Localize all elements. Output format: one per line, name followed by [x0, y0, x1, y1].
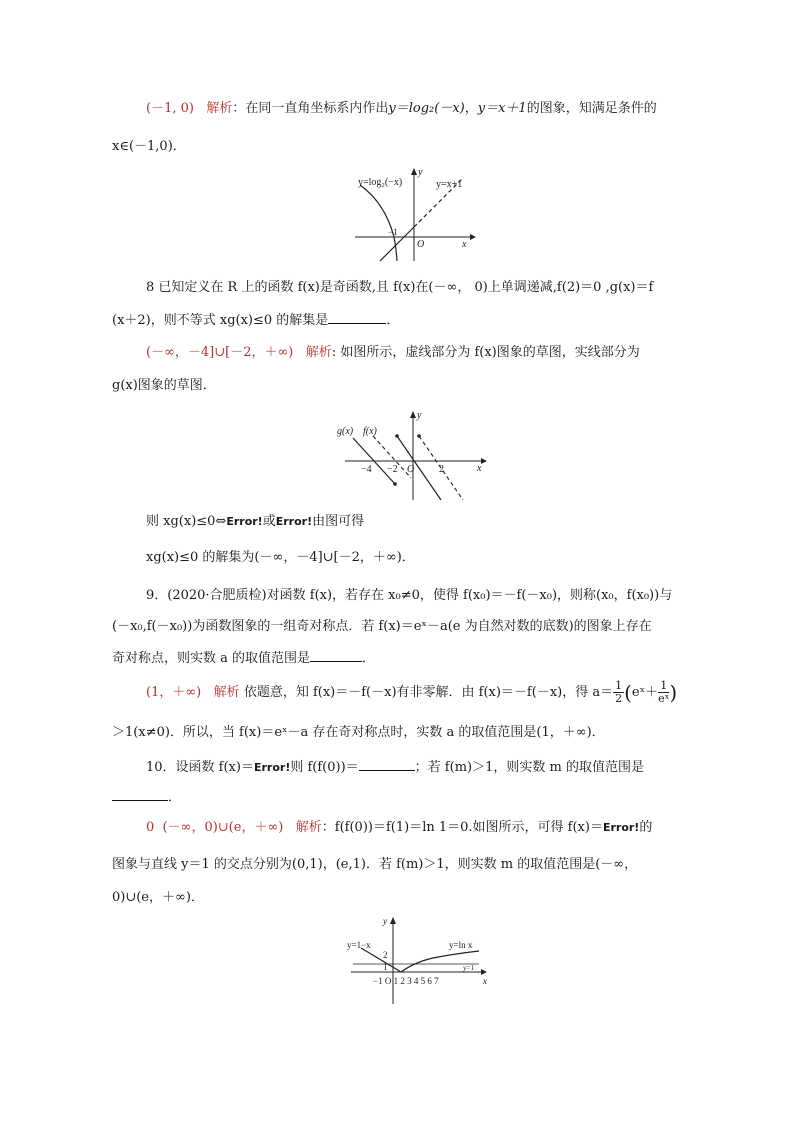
- label-y: y: [417, 410, 422, 421]
- tick-minus2: −2: [387, 464, 398, 475]
- fraction-inner: [658, 680, 669, 705]
- question-text: 8 已知定义在 R 上的函数 f(x)是奇函数,且 f(x)在(－∞， 0)上单调递减,f(2)＝0 ,g(x)＝f: [146, 280, 654, 295]
- q10-line4: [112, 856, 637, 874]
- q9-line5: [112, 724, 605, 742]
- sol8-line2: [146, 549, 415, 567]
- question-text: ．: [168, 790, 182, 805]
- label-minus1: −1: [388, 227, 398, 237]
- frac-den: 2: [615, 692, 623, 705]
- label-line: y=x+1: [436, 179, 463, 190]
- q10-answer-line: [146, 819, 652, 837]
- frac-num: 1: [615, 679, 623, 692]
- label-ln: y=ln x: [449, 940, 473, 950]
- body-text: 或: [262, 514, 276, 529]
- label-log: y=log₂(−x): [358, 177, 403, 188]
- q9-line1: [146, 587, 672, 605]
- sep: ，: [464, 101, 478, 116]
- label-x: x: [462, 239, 467, 250]
- error-text: Error!: [253, 761, 291, 774]
- formula: y＝x＋1: [477, 101, 527, 116]
- line-1-minus-x: [361, 948, 401, 972]
- body-text: ＞1(x≠0)．所以，当 f(x)＝eˣ－a 存在奇对称点时，实数 a 的取值范围是(1，＋∞)．: [112, 725, 605, 740]
- question-text: ．: [362, 651, 376, 666]
- question-text: 9．(2020·合肥质检)对函数 f(x)，若存在 x₀≠0，使得 f(x₀)＝－f(－x₀)，则称(x₀，f(x₀))与: [146, 588, 673, 603]
- answer-text: (1，＋∞): [146, 685, 202, 700]
- analysis-label: 解析: [305, 345, 332, 360]
- body-text: 图象与直线 y＝1 的交点分别为(0,1)，(e,1)．若 f(m)＞1，则实数 m 的取值范围是(－∞，: [112, 857, 638, 872]
- formula: eˣ＋: [631, 685, 659, 700]
- label-g: g(x): [337, 426, 354, 437]
- question-text: (x＋2)，则不等式 xg(x)≤0 的解集是: [112, 313, 329, 328]
- q8-line1: [146, 279, 653, 297]
- label-y: y: [418, 167, 423, 178]
- body-text: ：在同一直角坐标系内作出: [232, 101, 389, 116]
- y-axis-arrow: [390, 917, 396, 924]
- answer-blank: [310, 649, 362, 662]
- answer-blank: [112, 788, 168, 801]
- p7-line2: [112, 138, 186, 156]
- figure-ln-graph: [343, 912, 493, 1007]
- f-point: [417, 434, 421, 438]
- question-text: 奇对称点，则实数 a 的取值范围是: [112, 651, 311, 666]
- answer-text: 0: [146, 820, 155, 835]
- body-text: x∈(－1,0)．: [112, 139, 186, 154]
- answer-text: (－∞，0)∪(e，＋∞): [162, 820, 284, 835]
- answer-blank: [328, 311, 386, 324]
- body-text: 的: [639, 820, 653, 835]
- g-point: [395, 434, 399, 438]
- label-x: x: [477, 463, 482, 474]
- paren-left: (: [624, 680, 632, 705]
- figure-gf-graph: [333, 406, 493, 502]
- answer-blank: [359, 758, 415, 771]
- body-text: 0)∪(e，＋∞)．: [112, 890, 204, 905]
- label-f: f(x): [363, 426, 377, 437]
- body-text: : 如图所示，虚线部分为 f(x)图象的草图，实线部分为: [331, 345, 640, 360]
- x-axis-arrow: [481, 969, 487, 975]
- q8-line4: [112, 377, 216, 395]
- g-point: [393, 482, 397, 486]
- tick-1: 1: [383, 962, 388, 972]
- label-y1: y=1: [463, 964, 474, 972]
- sol8-line1: [146, 513, 364, 531]
- g-right-branch: [397, 436, 441, 500]
- label-origin: O: [407, 464, 415, 475]
- error-text: Error!: [226, 515, 263, 528]
- body-text: 的图象，知满足条件的: [526, 101, 657, 116]
- label-1-minus-x: y=1−x: [347, 940, 371, 950]
- body-text: g(x)图象的草图．: [112, 378, 216, 393]
- tick-minus4: −4: [361, 464, 372, 475]
- error-text: Error!: [275, 515, 313, 528]
- question-text: (－x₀,f(－x₀))为函数图象的一组奇对称点．若 f(x)＝eˣ－a(e 为自然对数的底数)的图象上存在: [112, 619, 652, 634]
- x-ticks: −1 O 1 2 3 4 5 6 7: [373, 976, 439, 986]
- x-axis-arrow: [470, 234, 476, 240]
- label-x: x: [483, 976, 487, 986]
- question-text: ；若 f(m)＞1，则实数 m 的取值范围是: [414, 760, 644, 775]
- answer-text: (－1, 0): [146, 101, 194, 116]
- q8-answer-line: [146, 344, 640, 362]
- y-axis-arrow: [411, 168, 417, 175]
- y-axis-arrow: [410, 411, 416, 418]
- body-text: 则 xg(x)≤0⇔: [146, 514, 227, 529]
- body-text: ：f(f(0))＝f(1)＝ln 1＝0.如图所示，可得 f(x)＝: [321, 820, 603, 835]
- fraction-half: [613, 680, 624, 705]
- figure-log-graph: [350, 165, 480, 265]
- error-text: Error!: [602, 821, 640, 834]
- q10-line1: [146, 758, 644, 777]
- q10-line2: [112, 788, 181, 807]
- q8-line2: [112, 311, 399, 330]
- question-text: 则 f(f(0))＝: [290, 760, 359, 775]
- q10-line5: [112, 889, 204, 907]
- p7-answer-line: [146, 100, 657, 118]
- tick-2: 2: [439, 464, 444, 475]
- question-text: ．: [386, 313, 400, 328]
- analysis-label: 解析: [213, 685, 240, 700]
- frac-num: 1: [658, 680, 669, 693]
- body-text: 由图可得: [312, 514, 365, 529]
- analysis-label: 解析: [206, 101, 233, 116]
- q9-line2: [112, 618, 652, 636]
- q9-line3: [112, 649, 375, 668]
- tick-2: 2: [383, 950, 388, 960]
- analysis-label: 解析: [295, 820, 322, 835]
- label-y: y: [383, 916, 387, 926]
- paren-right: ): [669, 680, 678, 705]
- q9-answer-line: [146, 680, 677, 705]
- body-text: 依题意，知 f(x)＝－f(－x)有非零解．由 f(x)＝－f(－x)，得 a＝: [243, 685, 614, 700]
- frac-den: eˣ: [658, 692, 670, 705]
- question-text: 10．设函数 f(x)＝: [146, 760, 254, 775]
- x-axis-arrow: [481, 458, 487, 464]
- label-origin: O: [417, 239, 425, 250]
- formula: y＝log₂(－x): [388, 101, 465, 116]
- answer-text: (－∞，－4]∪[－2，＋∞): [146, 345, 294, 360]
- body-text: xg(x)≤0 的解集为(－∞，－4]∪[－2，＋∞)．: [146, 550, 415, 565]
